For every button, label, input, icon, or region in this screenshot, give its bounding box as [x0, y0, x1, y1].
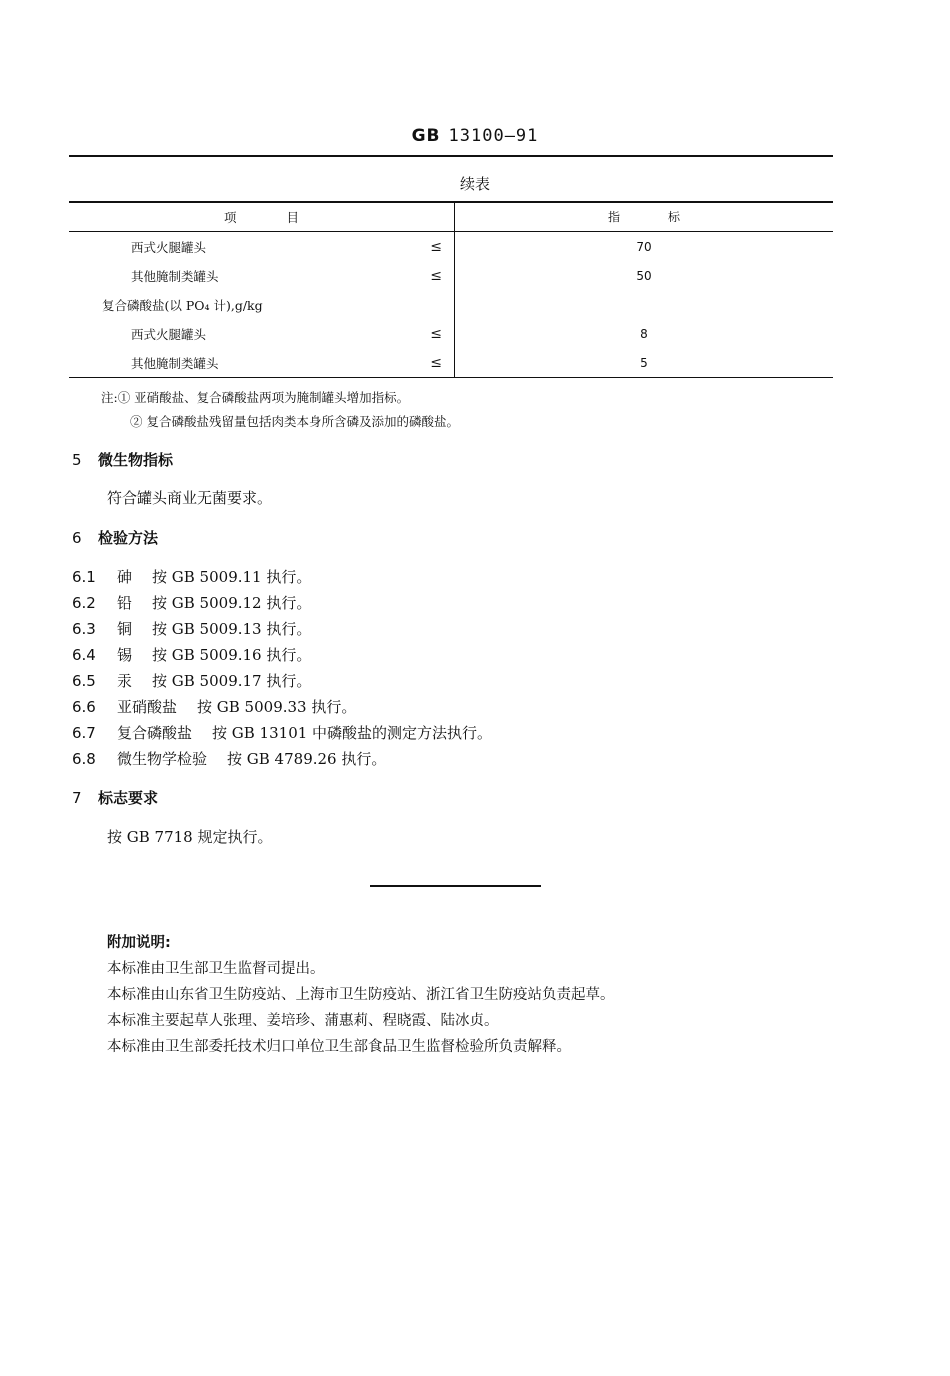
row-label: 其他腌制类罐头 [131, 355, 219, 371]
section-6-heading [72, 527, 158, 548]
row-value: 5 [455, 348, 834, 378]
table-row [69, 232, 833, 262]
row-value: 50 [636, 268, 652, 283]
table-row [69, 319, 833, 348]
method-name: 微生物学检验 [117, 750, 208, 768]
method-item [72, 644, 311, 665]
leq-symbol: ≤ [430, 325, 442, 342]
section-7-heading [72, 787, 158, 808]
method-item [72, 566, 311, 587]
table-row [69, 290, 833, 319]
section-5-heading [72, 449, 173, 470]
table-header-row [69, 202, 833, 232]
column-header-item: 项 目 [69, 202, 455, 232]
method-number: 6.7 [72, 724, 96, 742]
method-name: 汞 [117, 672, 133, 690]
section-number: 6 [72, 529, 82, 547]
leq-symbol: ≤ [430, 354, 442, 371]
table-title: 续表 [459, 175, 490, 193]
section-5-text: 符合罐头商业无菌要求。 [107, 489, 273, 507]
spec-table [69, 202, 833, 378]
method-number: 6.3 [72, 620, 96, 638]
method-item [72, 696, 356, 717]
method-text: 按 GB 5009.17 执行。 [152, 672, 312, 690]
section-title: 微生物指标 [98, 451, 174, 469]
row-value: 70 [636, 239, 652, 254]
addendum-line: 本标准由山东省卫生防疫站、上海市卫生防疫站、浙江省卫生防疫站负责起草。 [107, 987, 615, 1003]
standard-code [0, 126, 950, 146]
method-text: 按 GB 13101 中磷酸盐的测定方法执行。 [212, 724, 493, 742]
addendum-line: 本标准由卫生部委托技术归口单位卫生部食品卫生监督检验所负责解释。 [107, 1039, 571, 1055]
addendum-line: 本标准主要起草人张理、姜培珍、蒲惠莉、程晓霞、陆冰贞。 [107, 1013, 499, 1029]
standard-number: 13100—91 [448, 126, 539, 146]
end-rule [370, 885, 541, 887]
table-note-2: ② 复合磷酸盐残留量包括肉类本身所含磷及添加的磷酸盐。 [130, 414, 459, 429]
section-7-text: 按 GB 7718 规定执行。 [107, 828, 273, 846]
method-number: 6.1 [72, 568, 96, 586]
method-text: 按 GB 5009.33 执行。 [197, 698, 357, 716]
method-name: 亚硝酸盐 [117, 698, 178, 716]
addendum-heading: 附加说明: [107, 935, 171, 951]
method-name: 砷 [117, 568, 133, 586]
method-number: 6.2 [72, 594, 96, 612]
method-item [72, 722, 492, 743]
section-number: 5 [72, 451, 82, 469]
method-text: 按 GB 5009.12 执行。 [152, 594, 312, 612]
column-header-value: 指 标 [455, 202, 834, 232]
leq-symbol: ≤ [430, 267, 442, 284]
method-name: 复合磷酸盐 [117, 724, 193, 742]
row-value: 8 [640, 326, 648, 341]
table-row [69, 348, 833, 378]
addendum-line: 本标准由卫生部卫生监督司提出。 [107, 961, 325, 977]
method-name: 铜 [117, 620, 133, 638]
method-item [72, 748, 386, 769]
section-title: 检验方法 [98, 529, 159, 547]
method-item [72, 618, 311, 639]
method-text: 按 GB 4789.26 执行。 [227, 750, 387, 768]
table-row [69, 261, 833, 290]
method-item [72, 670, 311, 691]
row-label: 西式火腿罐头 [131, 239, 207, 255]
method-number: 6.4 [72, 646, 96, 664]
method-text: 按 GB 5009.11 执行。 [152, 568, 312, 586]
row-label: 其他腌制类罐头 [131, 268, 219, 284]
method-name: 铅 [117, 594, 133, 612]
row-label: 复合磷酸盐(以 PO₄ 计),g/kg [102, 297, 263, 313]
method-name: 锡 [117, 646, 133, 664]
table-note-1: 注:① 亚硝酸盐、复合磷酸盐两项为腌制罐头增加指标。 [101, 390, 410, 405]
section-number: 7 [72, 789, 82, 807]
method-text: 按 GB 5009.13 执行。 [152, 620, 312, 638]
section-title: 标志要求 [98, 789, 159, 807]
method-text: 按 GB 5009.16 执行。 [152, 646, 312, 664]
standard-prefix: GB [411, 126, 441, 146]
method-number: 6.6 [72, 698, 96, 716]
header-rule [69, 155, 833, 157]
leq-symbol: ≤ [430, 238, 442, 255]
row-label: 西式火腿罐头 [131, 326, 207, 342]
method-number: 6.5 [72, 672, 96, 690]
method-item [72, 592, 311, 613]
row-value [455, 290, 834, 319]
method-number: 6.8 [72, 750, 96, 768]
